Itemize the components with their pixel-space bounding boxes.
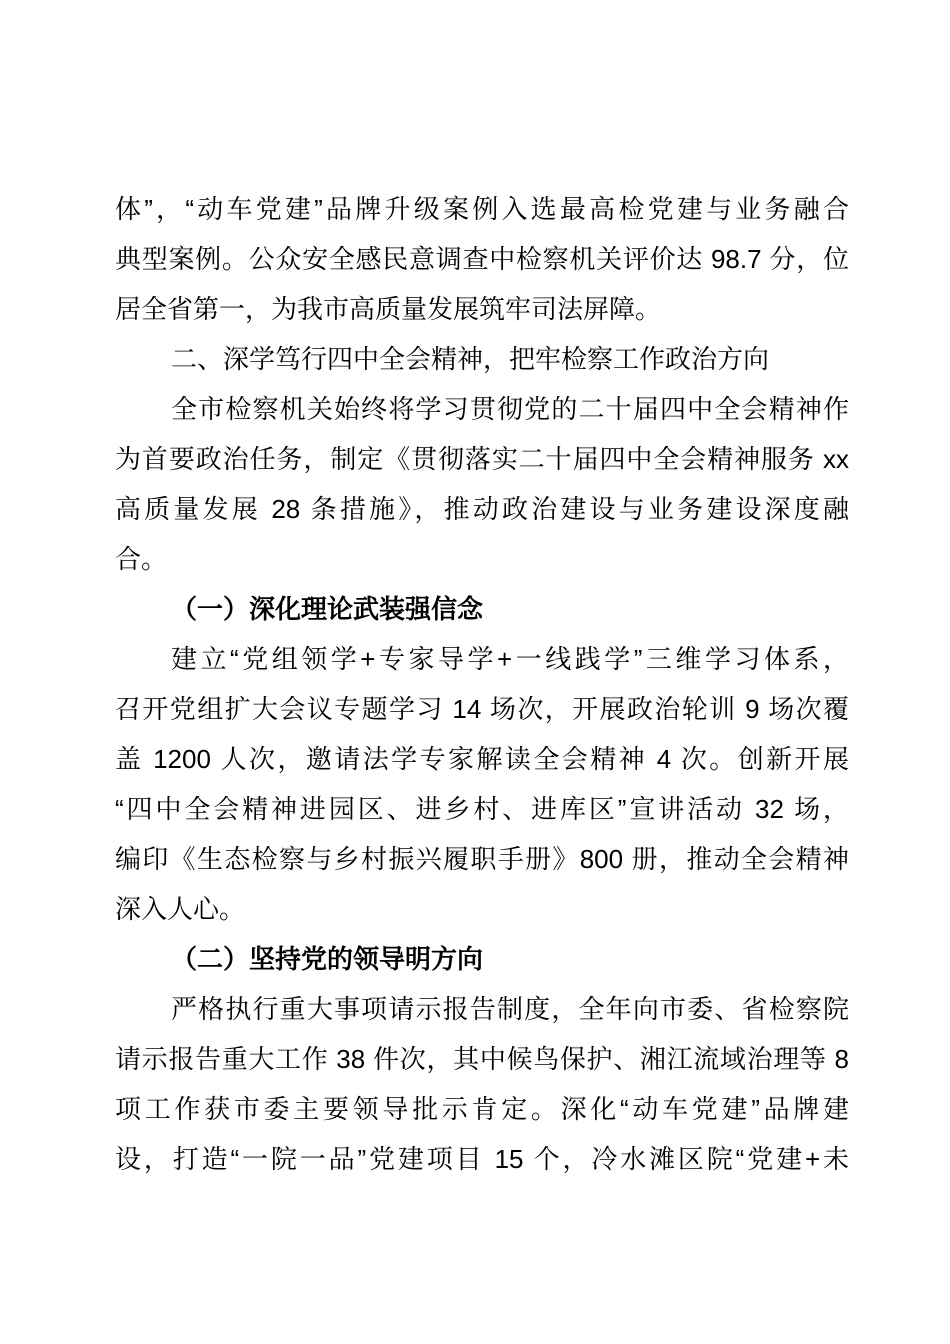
text-line: 全市检察机关始终将学习贯彻党的二十届四中全会精神作 [171, 394, 849, 424]
text-line: 二、深学笃行四中全会精神，把牢检察工作政治方向 [171, 344, 770, 374]
text-line: 高质量发展 28 条措施》，推动政治建设与业务建设深度融 [115, 494, 849, 524]
text-line: 请示报告重大工作 38 件次，其中候鸟保护、湘江流域治理等 8 [115, 1044, 849, 1074]
text-line: 深入人心。 [115, 894, 246, 924]
text-line: 居全省第一，为我市高质量发展筑牢司法屏障。 [115, 294, 662, 324]
text-line: 项工作获市委主要领导批示肯定。深化“动车党建”品牌建 [115, 1094, 849, 1124]
text-line: “四中全会精神进园区、进乡村、进库区”宣讲活动 32 场， [115, 794, 849, 824]
text-line: 为首要政治任务，制定《贯彻落实二十届四中全会精神服务 xx [115, 444, 849, 474]
text-line: 严格执行重大事项请示报告制度，全年向市委、省检察院 [171, 994, 849, 1024]
text-line: 体”，“动车党建”品牌升级案例入选最高检党建与业务融合 [115, 194, 849, 224]
text-line: 典型案例。公众安全感民意调查中检察机关评价达 98.7 分，位 [115, 244, 849, 274]
text-line: 盖 1200 人次，邀请法学专家解读全会精神 4 次。创新开展 [115, 744, 849, 774]
document-body [115, 184, 849, 1184]
text-line: 合。 [115, 544, 168, 574]
text-line: 建立“党组领学+专家导学+一线践学”三维学习体系， [171, 644, 849, 674]
text-line: 编印《生态检察与乡村振兴履职手册》800 册，推动全会精神 [115, 844, 849, 874]
subsection-heading-line: （二）坚持党的领导明方向 [171, 944, 484, 974]
text-line: 设，打造“一院一品”党建项目 15 个，冷水滩区院“党建+未 [115, 1144, 849, 1174]
text-line: 召开党组扩大会议专题学习 14 场次，开展政治轮训 9 场次覆 [115, 694, 849, 724]
subsection-heading-line: （一）深化理论武装强信念 [171, 594, 484, 624]
